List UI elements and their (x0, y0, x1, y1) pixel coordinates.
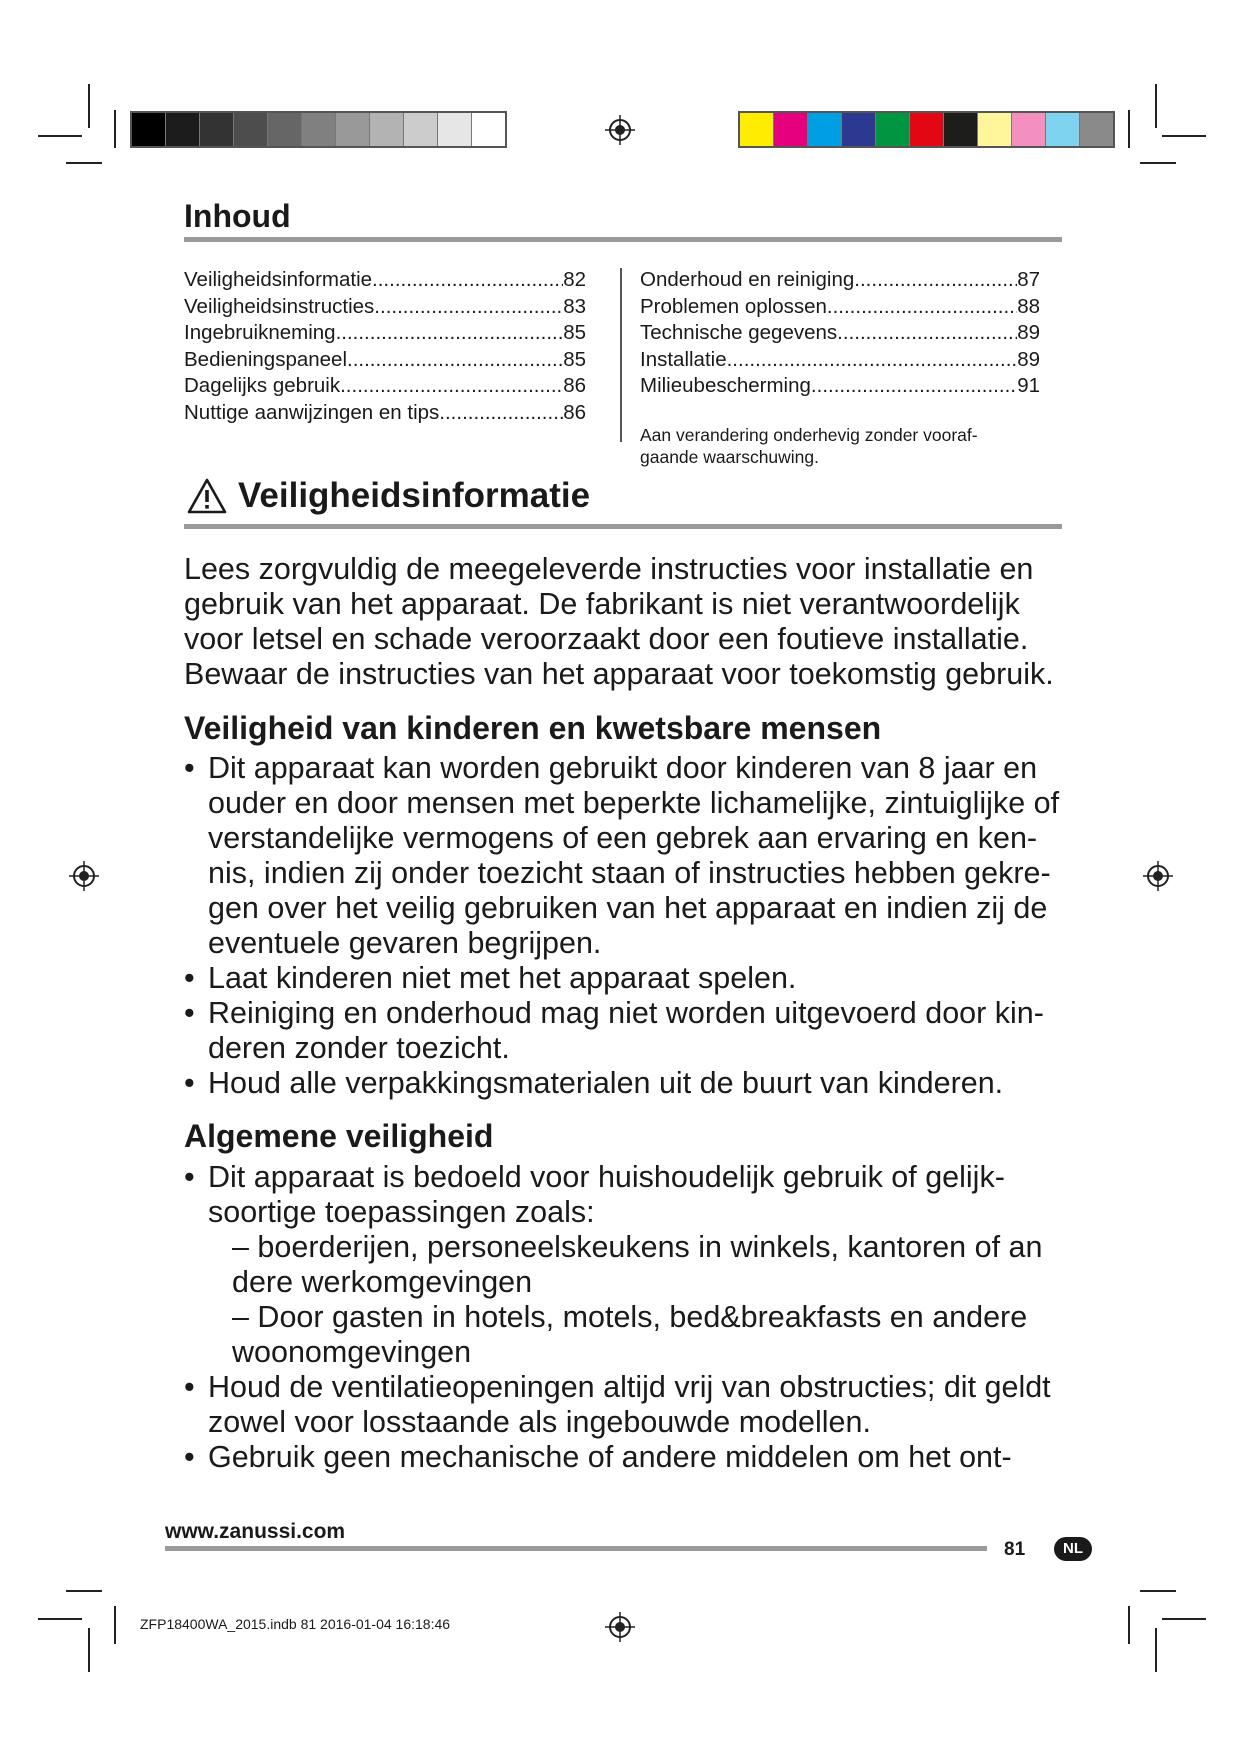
bullet: • (184, 961, 195, 995)
website-url: www.zanussi.com (165, 1520, 346, 1543)
children-safety-list (184, 751, 1074, 1101)
list-item (184, 751, 1074, 961)
toc-entry-label: Nuttige aanwijzingen en tips (184, 400, 440, 424)
text-line: – Door gasten in hotels, motels, bed&breakfasts en andere (232, 1300, 1028, 1334)
crop-mark (1140, 1590, 1176, 1592)
toc-entry-label: Ingebruikneming (184, 321, 336, 344)
divider (184, 237, 1062, 242)
footer-divider (165, 1546, 987, 1551)
color-swatch (1080, 113, 1113, 146)
color-swatch (1012, 113, 1046, 146)
toc-entry (184, 347, 586, 374)
toc-leader-dots (844, 294, 1017, 321)
crop-mark (1155, 1628, 1157, 1672)
toc-divider (620, 268, 622, 442)
toc-entry (184, 400, 586, 427)
text-line: Houd alle verpakkingsmaterialen uit de buurt van kinderen. (208, 1066, 1004, 1100)
toc-entry-page: 86 (563, 400, 586, 424)
crop-mark (1155, 84, 1157, 128)
crop-mark (1140, 162, 1176, 164)
text-line: Gebruik geen mechanische of andere middelen om het ont- (208, 1440, 1012, 1474)
color-swatch (1046, 113, 1080, 146)
crop-mark (114, 1606, 116, 1644)
toc-entry-label: Technische gegevens (640, 321, 838, 344)
list-item (184, 961, 1074, 996)
text-line: Lees zorgvuldig de meegeleverde instructies voor installatie en (184, 552, 1034, 586)
toc-entry-label: Veiligheidsinformatie (184, 268, 373, 291)
general-safety-list (184, 1160, 1074, 1475)
toc-leader-dots (347, 347, 563, 374)
toc-entry-page: 91 (1017, 374, 1040, 397)
toc-entry-page: 83 (563, 294, 586, 318)
text-line: – boerderijen, personeelskeukens in winkels, kantoren of an (232, 1230, 1043, 1264)
toc-entry (640, 294, 1040, 321)
color-swatch (370, 113, 404, 146)
crop-mark (38, 1618, 82, 1620)
toc-entry-page: 82 (563, 268, 586, 291)
intro-paragraph (184, 552, 1074, 692)
crop-mark (1162, 1618, 1206, 1620)
toc-leader-dots (727, 347, 1018, 374)
text-line: voor letsel en schade veroorzaakt door een foutieve installatie. (184, 622, 1029, 656)
sub-list-item (208, 1230, 1074, 1300)
text-line: gebruik van het apparaat. De fabrikant is niet verantwoordelijk (184, 587, 1020, 621)
bullet: • (184, 996, 195, 1030)
change-notice-line: gaande waarschuwing. (640, 447, 820, 467)
color-swatch (876, 113, 910, 146)
crop-mark (1162, 135, 1206, 137)
text-line: ouder en door mensen met beperkte lichamelijke, zintuiglijke of (208, 786, 1060, 820)
list-item (184, 1440, 1074, 1475)
bullet: • (184, 1370, 195, 1404)
text-line: soortige toepassingen zoals: (208, 1195, 595, 1229)
crop-mark (114, 110, 116, 148)
divider (184, 524, 1062, 529)
toc-left-column (184, 267, 586, 426)
crop-mark (38, 135, 82, 137)
registration-mark-icon (1143, 861, 1173, 891)
toc-entry-page: 86 (563, 374, 586, 397)
print-imprint: ZFP18400WA_2015.indb 81 2016-01-04 16:18:46 (140, 1616, 451, 1632)
color-swatch (740, 113, 774, 146)
process-color-bar (738, 111, 1115, 148)
color-swatch (336, 113, 370, 146)
text-line: eventuele gevaren begrijpen. (208, 926, 602, 960)
color-swatch (132, 113, 166, 146)
color-swatch (234, 113, 268, 146)
toc-entry-page: 85 (563, 321, 586, 344)
grayscale-color-bar (130, 111, 507, 148)
page-number: 81 (1004, 1539, 1026, 1560)
toc-entry-label: Onderhoud en reiniging (640, 268, 855, 291)
color-swatch (404, 113, 438, 146)
toc-entry-label: Dagelijks gebruik (184, 374, 341, 397)
toc-leader-dots (439, 400, 563, 427)
sub-list-item (208, 1300, 1074, 1370)
list-item (184, 1066, 1074, 1101)
toc-leader-dots (811, 373, 1017, 400)
color-swatch (302, 113, 336, 146)
toc-leader-dots (336, 320, 564, 347)
color-swatch (774, 113, 808, 146)
color-swatch (808, 113, 842, 146)
color-swatch (200, 113, 234, 146)
toc-entry-page: 89 (1017, 347, 1040, 371)
bullet: • (184, 1160, 195, 1194)
crop-mark (1128, 1606, 1130, 1644)
language-badge: NL (1054, 1537, 1092, 1561)
toc-entry (184, 373, 586, 400)
section-title-text: Veiligheidsinformatie (238, 476, 591, 515)
text-line: nis, indien zij onder toezicht staan of instructies hebben gekre- (208, 856, 1051, 890)
toc-entry (640, 373, 1040, 400)
list-item (184, 1370, 1074, 1440)
bullet: • (184, 1066, 195, 1100)
registration-mark-icon (69, 861, 99, 891)
color-swatch (438, 113, 472, 146)
text-line: Houd de ventilatieopeningen altijd vrij van obstructies; dit geldt (208, 1370, 1051, 1404)
toc-entry-label: Veiligheidsinstructies (184, 294, 375, 318)
text-line: dere werkomgevingen (232, 1265, 533, 1299)
toc-leader-dots (372, 267, 563, 294)
warning-icon (186, 477, 228, 515)
text-line: zowel voor losstaande als ingebouwde modellen. (208, 1405, 871, 1439)
color-swatch (166, 113, 200, 146)
text-line: Dit apparaat kan worden gebruikt door kinderen van 8 jaar en (208, 751, 1038, 785)
subsection-title: Algemene veiligheid (184, 1118, 494, 1154)
crop-mark (88, 84, 90, 128)
crop-mark (88, 1628, 90, 1672)
section-title (186, 476, 590, 516)
change-notice-line: Aan verandering onderhevig zonder vooraf- (640, 425, 978, 445)
color-swatch (910, 113, 944, 146)
text-line: Laat kinderen niet met het apparaat spelen. (208, 961, 797, 995)
color-swatch (472, 113, 505, 146)
text-line: deren zonder toezicht. (208, 1031, 510, 1065)
toc-entry-label: Installatie (640, 347, 727, 371)
color-swatch (268, 113, 302, 146)
toc-entry-page: 87 (1017, 268, 1040, 291)
text-line: verstandelijke vermogens of een gebrek aan ervaring en ken- (208, 821, 1038, 855)
toc-entry-label: Problemen oplossen... (640, 294, 844, 318)
registration-mark-icon (605, 115, 635, 145)
toc-leader-dots (374, 294, 563, 321)
text-line: gen over het veilig gebruiken van het apparaat en indien zij de (208, 891, 1048, 925)
list-item (184, 1160, 1074, 1370)
toc-entry-page: 88 (1017, 294, 1040, 318)
color-swatch (842, 113, 876, 146)
toc-entry-page: 89 (1017, 321, 1040, 344)
bullet: • (184, 751, 195, 785)
crop-mark (1128, 110, 1130, 148)
color-swatch (944, 113, 978, 146)
toc-leader-dots (837, 320, 1017, 347)
text-line: Reiniging en onderhoud mag niet worden uitgevoerd door kin- (208, 996, 1044, 1030)
text-line: Bewaar de instructies van het apparaat voor toekomstig gebruik. (184, 657, 1054, 691)
text-line: woonomgevingen (232, 1335, 472, 1369)
toc-entry-label: Milieubescherming (640, 374, 811, 397)
crop-mark (66, 1590, 102, 1592)
text-line: Dit apparaat is bedoeld voor huishoudelijk gebruik of gelijk- (208, 1160, 1005, 1194)
toc-entry (184, 294, 586, 321)
toc-title: Inhoud (184, 198, 291, 234)
toc-leader-dots (340, 373, 563, 400)
toc-entry (184, 320, 586, 347)
toc-entry (640, 320, 1040, 347)
registration-mark-icon (605, 1612, 635, 1642)
toc-entry (184, 267, 586, 294)
color-swatch (978, 113, 1012, 146)
toc-entry-label: Bedieningspaneel (184, 347, 347, 371)
subsection-title: Veiligheid van kinderen en kwetsbare mensen (184, 710, 882, 746)
toc-entry (640, 267, 1040, 294)
toc-right-column (640, 267, 1040, 400)
bullet: • (184, 1440, 195, 1474)
toc-entry-page: 85 (563, 347, 586, 371)
change-notice (640, 424, 1060, 468)
toc-entry (640, 347, 1040, 374)
crop-mark (66, 162, 102, 164)
list-item (184, 996, 1074, 1066)
toc-leader-dots (854, 267, 1017, 294)
